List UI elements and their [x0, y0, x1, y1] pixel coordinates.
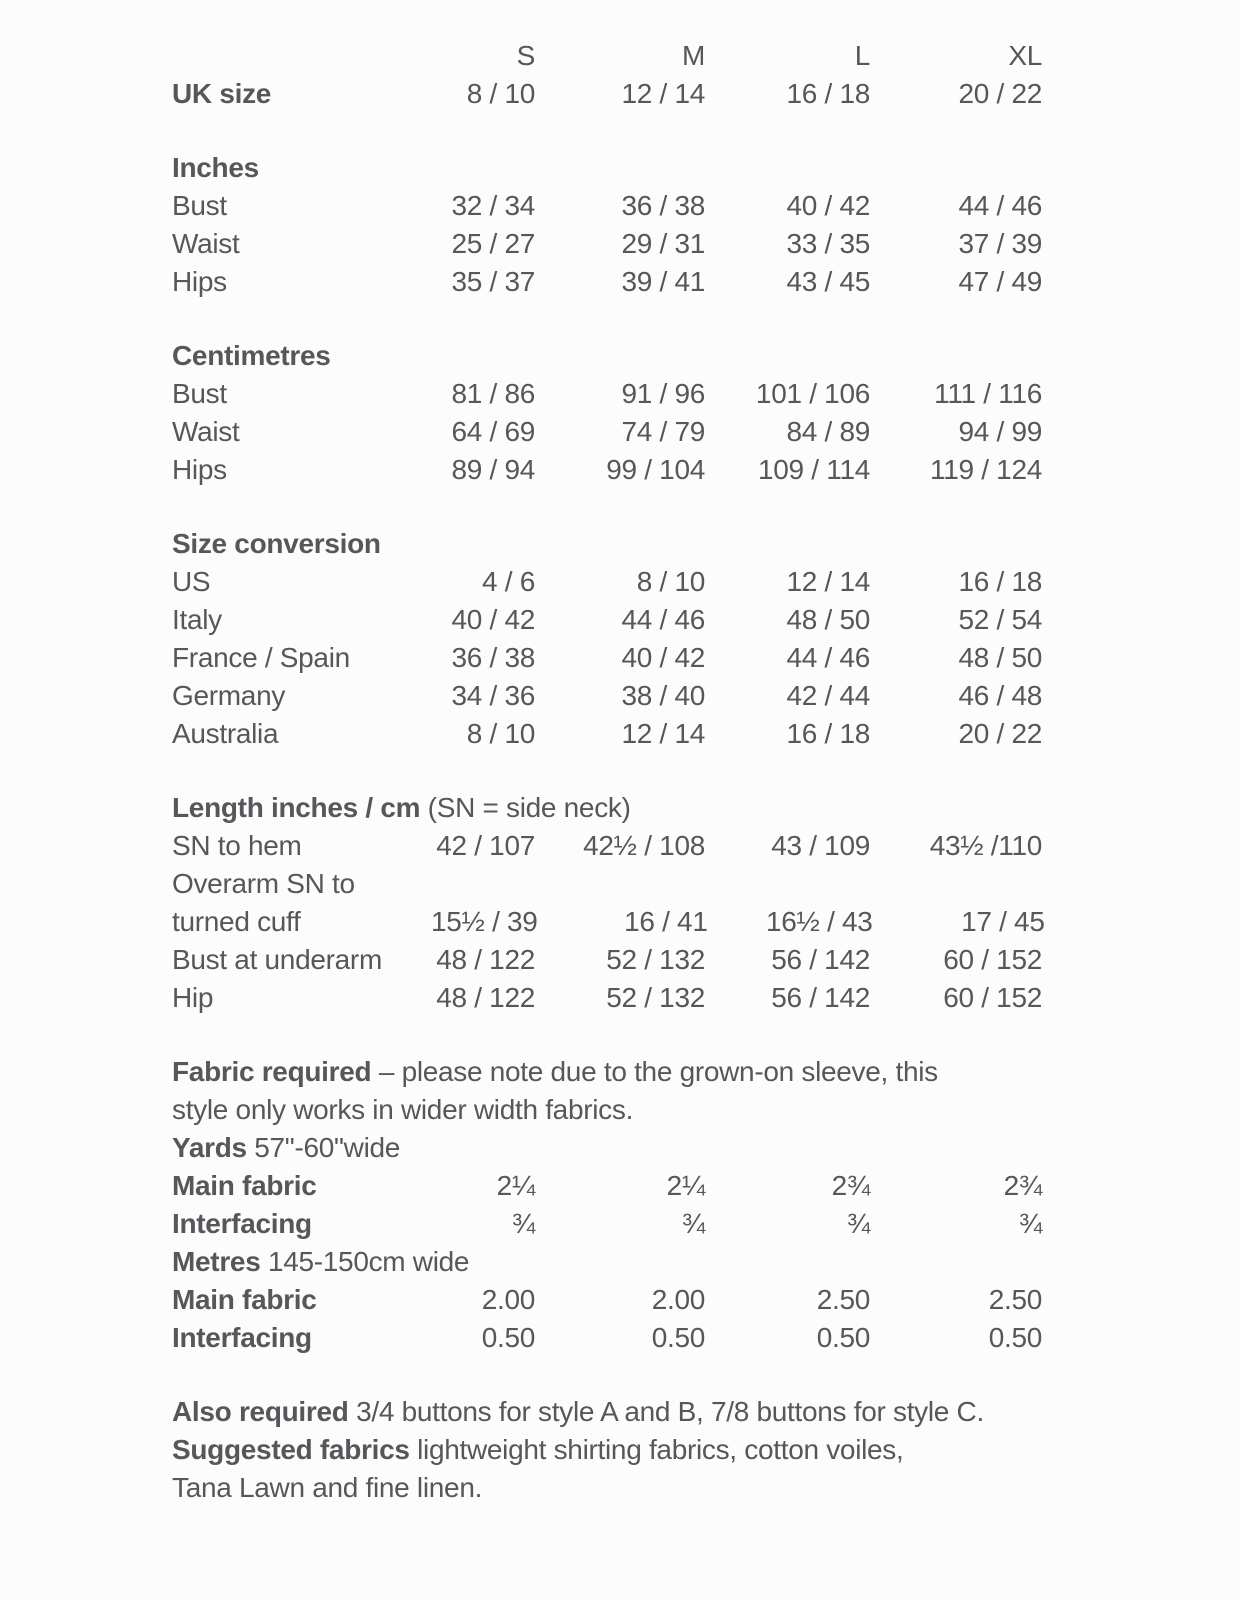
size-cell: 16 / 18	[786, 78, 870, 109]
size-cell: 40 / 42	[621, 642, 705, 673]
row-label: turned cuff	[172, 906, 301, 937]
size-cell	[535, 865, 705, 903]
note-text: Tana Lawn and fine linen.	[172, 1472, 483, 1503]
section-rows	[172, 563, 1052, 753]
table-row	[172, 1281, 1052, 1319]
column-header-s: S	[516, 40, 535, 71]
table-row	[172, 715, 1052, 753]
size-cell: 109 / 114	[758, 454, 870, 485]
fabric-metres-text: 145-150cm wide	[260, 1246, 470, 1277]
row-label: Interfacing	[172, 1208, 312, 1239]
size-cell: 34 / 36	[451, 680, 535, 711]
size-cell: 36 / 38	[451, 642, 535, 673]
size-cell: 44 / 46	[786, 642, 870, 673]
table-row	[172, 225, 1052, 263]
size-cell: 16½ / 43	[766, 906, 873, 937]
fabric-yards-heading: Yards	[172, 1132, 247, 1163]
table-row	[172, 413, 1052, 451]
size-cell: 15½ / 39	[431, 906, 538, 937]
size-cell: 0.50	[816, 1322, 870, 1353]
section-title: Centimetres	[172, 340, 331, 371]
size-cell: 48 / 122	[436, 982, 535, 1013]
size-cell: 74 / 79	[621, 416, 705, 447]
size-cell: 48 / 122	[436, 944, 535, 975]
table-row	[172, 677, 1052, 715]
size-cell: 89 / 94	[451, 454, 535, 485]
size-cell: 48 / 50	[786, 604, 870, 635]
size-cell: 0.50	[481, 1322, 535, 1353]
size-cell: 2¾	[831, 1170, 870, 1201]
size-cell: 20 / 22	[958, 718, 1042, 749]
table-row	[172, 827, 1052, 865]
column-header-l: L	[854, 40, 870, 71]
size-cell: 37 / 39	[958, 228, 1042, 259]
size-cell: 52 / 132	[606, 944, 705, 975]
size-cell: 56 / 142	[771, 944, 870, 975]
size-cell: 12 / 14	[621, 718, 705, 749]
size-cell: 40 / 42	[451, 604, 535, 635]
row-label: UK size	[172, 78, 272, 109]
section-title	[172, 789, 1052, 827]
size-cell: 2.00	[481, 1284, 535, 1315]
row-label: Australia	[172, 718, 279, 749]
table-row	[172, 639, 1052, 677]
row-label: Hips	[172, 454, 227, 485]
note-line	[172, 1393, 1052, 1431]
section-length	[172, 789, 1052, 1017]
row-label: US	[172, 566, 211, 597]
row-label: Interfacing	[172, 1322, 312, 1353]
section-title: Size conversion	[172, 528, 381, 559]
size-cell: 91 / 96	[621, 378, 705, 409]
table-row	[172, 1319, 1052, 1357]
table-row	[172, 451, 1052, 489]
size-cell: 40 / 42	[786, 190, 870, 221]
column-header-m: M	[681, 40, 705, 71]
note-text: 3/4 buttons for style A and B, 7/8 buttons for style C.	[348, 1396, 984, 1427]
size-cell: 60 / 152	[943, 982, 1042, 1013]
size-cell: 8 / 10	[636, 566, 705, 597]
section-rows	[172, 375, 1052, 489]
table-row	[172, 865, 1052, 903]
fabric-metres-heading: Metres	[172, 1246, 261, 1277]
row-label: Overarm SN to	[172, 868, 355, 899]
size-cell: 4 / 6	[482, 566, 535, 597]
table-row	[172, 563, 1052, 601]
size-cell: 47 / 49	[958, 266, 1042, 297]
size-cell: 111 / 116	[934, 378, 1042, 409]
size-cell: 94 / 99	[958, 416, 1042, 447]
size-cell: 12 / 14	[621, 78, 705, 109]
table-row	[172, 1205, 1052, 1243]
size-cell: 60 / 152	[943, 944, 1042, 975]
size-cell: ¾	[846, 1208, 870, 1239]
section-rows	[172, 187, 1052, 301]
note-text: lightweight shirting fabrics, cotton voiles,	[409, 1434, 904, 1465]
size-cell: 2¼	[496, 1170, 535, 1201]
size-cell: 42 / 107	[436, 830, 535, 861]
size-cell: ¾	[1018, 1208, 1042, 1239]
table-row	[172, 187, 1052, 225]
size-cell	[705, 865, 870, 903]
table-row	[172, 263, 1052, 301]
table-row	[172, 1167, 1052, 1205]
note-line	[172, 1469, 1052, 1507]
size-cell: 43½ /110	[929, 830, 1042, 861]
section-size-conversion	[172, 525, 1052, 753]
section-centimetres	[172, 337, 1052, 489]
row-label: Germany	[172, 680, 286, 711]
size-cell: 101 / 106	[755, 378, 870, 409]
table-row	[172, 601, 1052, 639]
size-cell: 43 / 45	[786, 266, 870, 297]
size-cell: 81 / 86	[451, 378, 535, 409]
size-cell: 48 / 50	[958, 642, 1042, 673]
size-cell: 119 / 124	[930, 454, 1042, 485]
fabric-intro-heading: Fabric required	[172, 1056, 372, 1087]
fabric-yards-rows	[172, 1167, 1052, 1243]
size-cell: 2.50	[816, 1284, 870, 1315]
row-label: SN to hem	[172, 830, 302, 861]
table-row	[172, 903, 1052, 941]
size-cell: 44 / 46	[958, 190, 1042, 221]
size-cell: ¾	[681, 1208, 705, 1239]
fabric-metres-line	[172, 1243, 1052, 1281]
table-row	[172, 375, 1052, 413]
size-cell: 35 / 37	[451, 266, 535, 297]
fabric-intro-line1	[172, 1053, 1052, 1091]
size-cell: 2.00	[651, 1284, 705, 1315]
size-cell: 42 / 44	[786, 680, 870, 711]
size-cell: 56 / 142	[771, 982, 870, 1013]
size-cell: 52 / 132	[606, 982, 705, 1013]
size-cell: 2¼	[666, 1170, 705, 1201]
note-line	[172, 1431, 1052, 1469]
size-cell	[870, 865, 1042, 903]
section-inches	[172, 149, 1052, 301]
size-cell: 39 / 41	[621, 266, 705, 297]
size-cell: 12 / 14	[786, 566, 870, 597]
table-row	[172, 941, 1052, 979]
row-label: Hip	[172, 982, 214, 1013]
uk-size-row	[172, 75, 1052, 113]
size-cell: 99 / 104	[606, 454, 705, 485]
size-cell: 8 / 10	[466, 718, 535, 749]
fabric-metres-rows	[172, 1281, 1052, 1357]
size-cell: ¾	[511, 1208, 535, 1239]
size-cell: 32 / 34	[451, 190, 535, 221]
size-cell: 84 / 89	[786, 416, 870, 447]
size-cell: 16 / 41	[624, 906, 708, 937]
size-cell: 64 / 69	[451, 416, 535, 447]
section-rows	[172, 827, 1052, 1017]
size-cell: 20 / 22	[958, 78, 1042, 109]
row-label: Main fabric	[172, 1284, 317, 1315]
size-cell: 38 / 40	[621, 680, 705, 711]
fabric-yards-text: 57"-60"wide	[246, 1132, 401, 1163]
row-label: Bust	[172, 378, 227, 409]
row-label: Italy	[172, 604, 222, 635]
section-title: Inches	[172, 152, 259, 183]
note-heading: Suggested fabrics	[172, 1434, 410, 1465]
column-header-spacer	[172, 37, 431, 75]
row-label: Hips	[172, 266, 227, 297]
fabric-yards-line	[172, 1129, 1052, 1167]
size-cell: 36 / 38	[621, 190, 705, 221]
row-label: France / Spain	[172, 642, 350, 673]
table-row	[172, 979, 1052, 1017]
size-cell: 44 / 46	[621, 604, 705, 635]
size-cell: 2.50	[988, 1284, 1042, 1315]
size-cell	[431, 865, 535, 903]
row-label: Bust at underarm	[172, 944, 382, 975]
row-label: Main fabric	[172, 1170, 317, 1201]
size-cell: 0.50	[651, 1322, 705, 1353]
column-header-row	[172, 37, 1052, 75]
size-cell: 0.50	[988, 1322, 1042, 1353]
row-label: Waist	[172, 228, 240, 259]
size-cell: 16 / 18	[958, 566, 1042, 597]
size-cell: 43 / 109	[771, 830, 870, 861]
column-header-xl: XL	[1008, 40, 1042, 71]
row-label: Bust	[172, 190, 227, 221]
size-cell: 29 / 31	[621, 228, 705, 259]
note-heading: Also required	[172, 1396, 349, 1427]
section-title-bold: Length inches / cm	[172, 792, 421, 823]
row-label: Waist	[172, 416, 240, 447]
section-title-note: (SN = side neck)	[420, 792, 631, 823]
section-notes	[172, 1393, 1052, 1507]
size-cell: 8 / 10	[466, 78, 535, 109]
size-cell: 2¾	[1003, 1170, 1042, 1201]
size-cell: 33 / 35	[786, 228, 870, 259]
size-cell: 52 / 54	[958, 604, 1042, 635]
size-cell: 46 / 48	[958, 680, 1042, 711]
section-fabric	[172, 1053, 1052, 1357]
size-cell: 25 / 27	[451, 228, 535, 259]
fabric-intro-text: – please note due to the grown-on sleeve, this	[371, 1056, 938, 1087]
fabric-intro-line2: style only works in wider width fabrics.	[172, 1094, 634, 1125]
size-cell: 17 / 45	[961, 906, 1045, 937]
size-cell: 16 / 18	[786, 718, 870, 749]
size-cell: 42½ / 108	[583, 830, 705, 861]
